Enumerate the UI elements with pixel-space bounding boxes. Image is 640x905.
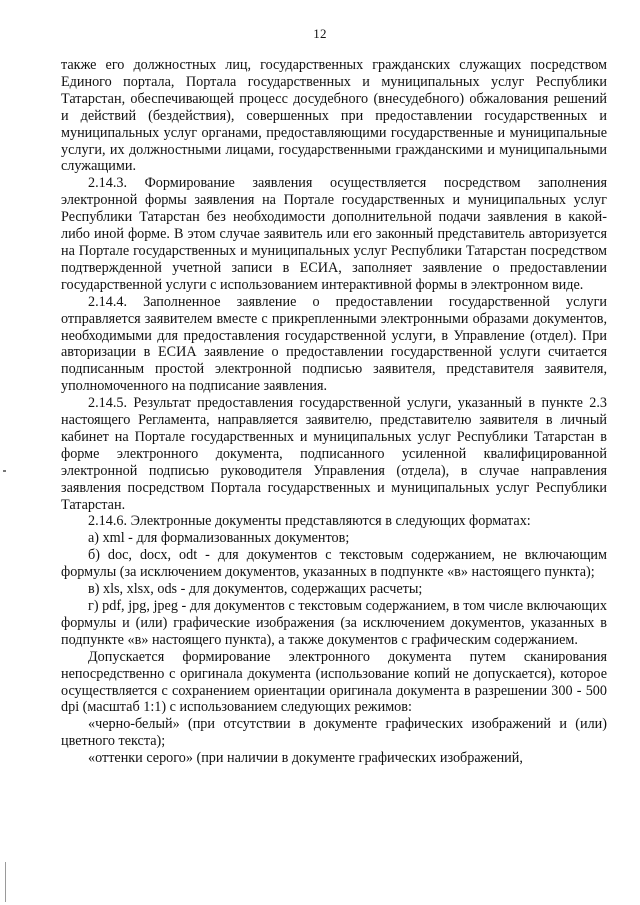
paragraph-scanning: Допускается формирование электронного документа путем сканирования непосредственно с оригинала документа (использование копий не допускается), которое осуществляется с сохранением ориентации оригинала документа в разрешении 300 - 500 dpi (масштаб 1:1) с использованием следующих режимов: [61,648,607,716]
paragraph-2-14-4: 2.14.4. Заполненное заявление о предоставлении государственной услуги отправляется заявителем вместе с прикрепленными электронными образами документов, необходимыми для предоставления государственной услуги, в Управление (отдел). При авторизации в ЕСИА заявление о предоставлении государственной услуги считается подписанным простой электронной подписью заявителя, представителя заявителя, уполномоченного на подписание заявления. [61,293,607,395]
paragraph-2-14-3: 2.14.3. Формирование заявления осуществляется посредством заполнения электронной формы заявления на Портале государственных и муниципальных услуг Республики Татарстан без необходимости дополнительной подачи заявления в какой-либо иной форме. В этом случае заявитель или его законный представитель авторизуется на Портале государственных и муниципальных услуг Республики Татарстан посредством подтвержденной учетной записи в ЕСИА, заполняет заявление о предоставлении государственной услуги с использованием интерактивной формы в электронном виде. [61,175,607,293]
scan-mode-black-white: «черно-белый» (при отсутствии в документе графических изображений и (или) цветного текста); [61,716,607,750]
list-item-v-xls: в) xls, xlsx, ods - для документов, содержащих расчеты; [88,581,423,598]
paragraph-2-14-5: 2.14.5. Результат предоставления государственной услуги, указанный в пункте 2.3 настоящего Регламента, направляется заявителю, представителю заявителя в личный кабинет на Портале государственных и муниципальных услуг Республики Татарстан в форме электронного документа, подписанного усиленной квалифицированной электронной подписью руководителя Управления (отдела), в случае направления заявления посредством Портала государственных и муниципальных услуг Республики Татарстан. [61,395,607,513]
list-item-a-xml: а) xml - для формализованных документов; [88,530,350,547]
scan-mode-grayscale: «оттенки серого» (при наличии в документе графических изображений, [88,750,523,767]
scan-margin-speck [3,470,6,472]
page-number: 12 [313,26,327,41]
list-item-b-doc: б) doc, docx, odt - для документов с текстовым содержанием, не включающим формулы (за исключением документов, указанных в подпункте «в» настоящего пункта); [61,547,607,581]
paragraph-2-14-6: 2.14.6. Электронные документы представляются в следующих форматах: [88,513,531,530]
scan-margin-line [5,862,6,902]
paragraph-complaint-system-continuation: также его должностных лиц, государственных гражданских служащих посредством Единого портала, Портала государственных и муниципальных услуг Республики Татарстан, обеспечивающей процесс досудебного (внесудебного) обжалования решений и действий (бездействия), совершенных при предоставлении государственных и муниципальных услуг органами, предоставляющими государственные и муниципальные услуги, их должностными лицами, государственными гражданскими и муниципальными служащими. [61,57,607,175]
document-body [61,57,607,767]
list-item-g-pdf: г) pdf, jpg, jpeg - для документов с текстовым содержанием, в том числе включающих формулы и (или) графические изображения (за исключением документов, указанных в подпункте «в» настоящего пункта), а также документов с графическим содержанием. [61,598,607,648]
